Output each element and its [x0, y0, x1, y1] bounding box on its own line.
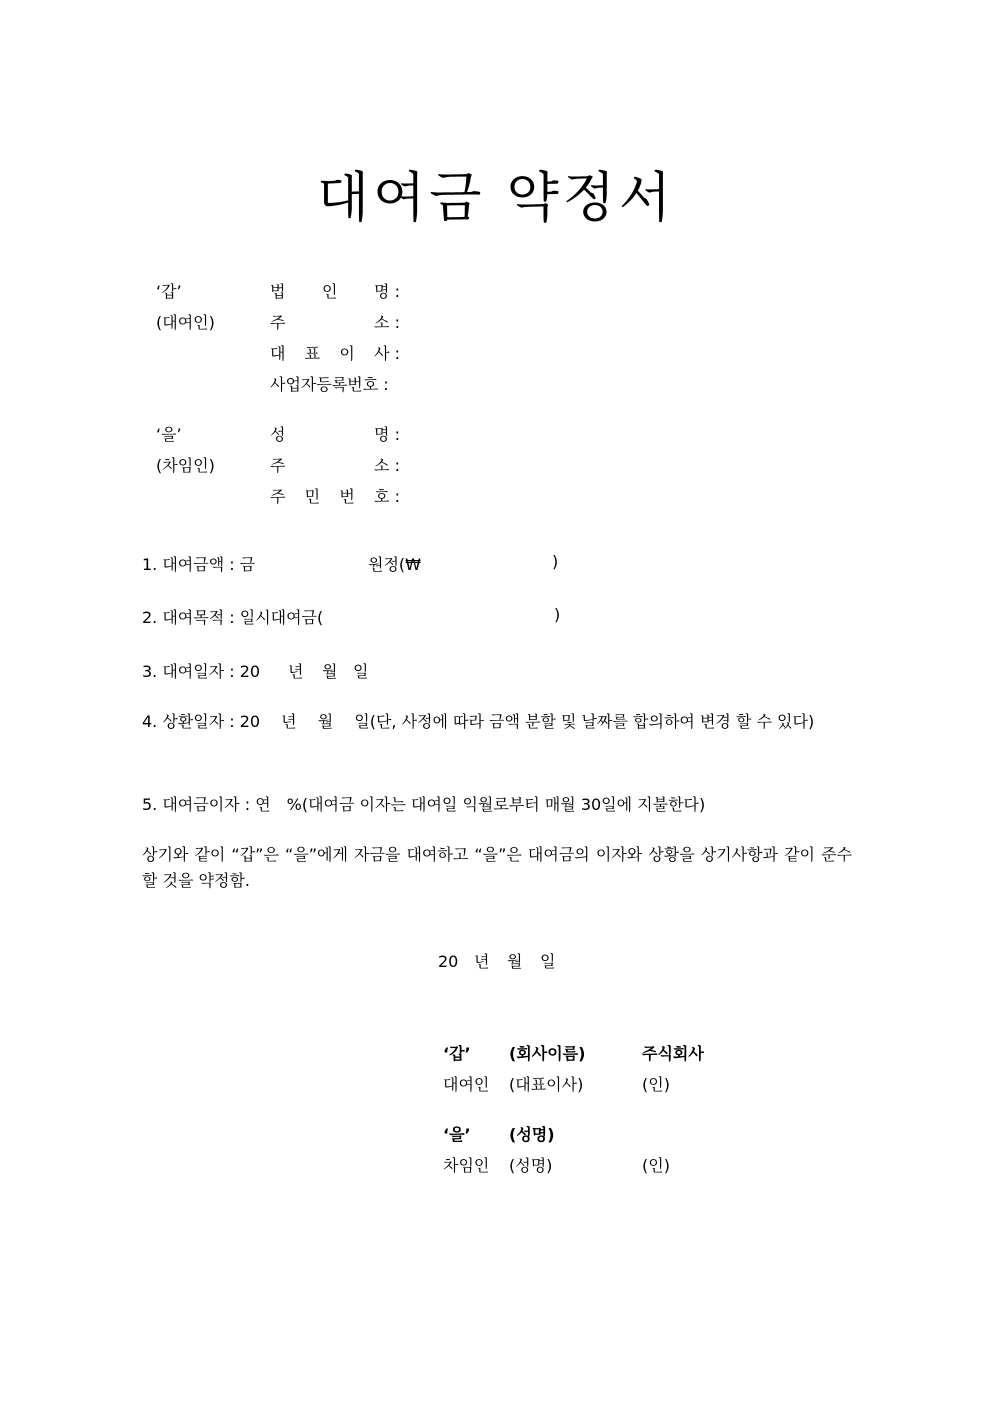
term-loan-amount-label: 1. 대여금액 : 금	[142, 555, 256, 574]
sign-lender-tag: ‘갑’	[443, 1044, 471, 1063]
term-loan-amount-close: )	[552, 552, 559, 571]
term-repayment-date: 4. 상환일자 : 20 년 월 일(단, 사정에 따라 금액 분할 및 날짜를 합의하여 변경 할 수 있다)	[142, 712, 815, 731]
sign-date-day: 일	[540, 952, 556, 971]
term-loan-date-year: 년	[288, 662, 304, 681]
sign-date-prefix: 20	[438, 952, 459, 971]
sign-lender-company-type: 주식회사	[642, 1044, 704, 1063]
lender-field-business-reg-no: 사업자등록번호 :	[270, 375, 389, 394]
term-loan-date-month: 월	[322, 662, 338, 681]
lender-role: (대여인)	[156, 313, 215, 332]
sign-borrower-tag: ‘을’	[443, 1125, 471, 1144]
term-loan-date-day: 일	[353, 662, 369, 681]
sign-borrower-name-label-2: (성명)	[509, 1156, 553, 1175]
lender-tag: ‘갑’	[156, 282, 182, 301]
borrower-role: (차임인)	[156, 456, 215, 475]
sign-lender-seal: (인)	[642, 1075, 670, 1094]
term-loan-purpose-close: )	[554, 605, 561, 624]
sign-lender-role: 대여인	[443, 1075, 490, 1094]
borrower-field-name: 성 명 :	[270, 425, 400, 444]
term-interest: 5. 대여금이자 : 연 %(대여금 이자는 대여일 익월로부터 매월 30일에 지불한다)	[142, 795, 706, 814]
agreement-paragraph: 상기와 같이 “갑”은 “을”에게 자금을 대여하고 “을”은 대여금의 이자와 상황을 상기사항과 같이 준수할 것을 약정함.	[142, 845, 852, 890]
borrower-tag: ‘을’	[156, 425, 182, 444]
term-loan-date-label: 3. 대여일자 : 20	[142, 662, 261, 681]
sign-borrower-seal: (인)	[642, 1156, 670, 1175]
sign-lender-rep-label: (대표이사)	[509, 1075, 584, 1094]
term-loan-amount-won: 원정(₩	[368, 555, 421, 574]
lender-field-corp-name: 법 인 명 :	[270, 282, 400, 301]
sign-date-year: 년	[474, 952, 490, 971]
document-title: 대여금 약정서	[316, 166, 676, 229]
borrower-field-resident-no: 주 민 번 호 :	[270, 487, 400, 506]
lender-field-representative: 대 표 이 사 :	[270, 344, 400, 363]
sign-lender-company-label: (회사이름)	[509, 1044, 586, 1063]
sign-date-month: 월	[507, 952, 523, 971]
lender-field-address: 주 소 :	[270, 313, 400, 332]
term-loan-purpose-label: 2. 대여목적 : 일시대여금(	[142, 608, 324, 627]
borrower-field-address: 주 소 :	[270, 456, 400, 475]
sign-borrower-name-label: (성명)	[509, 1125, 555, 1144]
sign-borrower-role: 차임인	[443, 1156, 490, 1175]
